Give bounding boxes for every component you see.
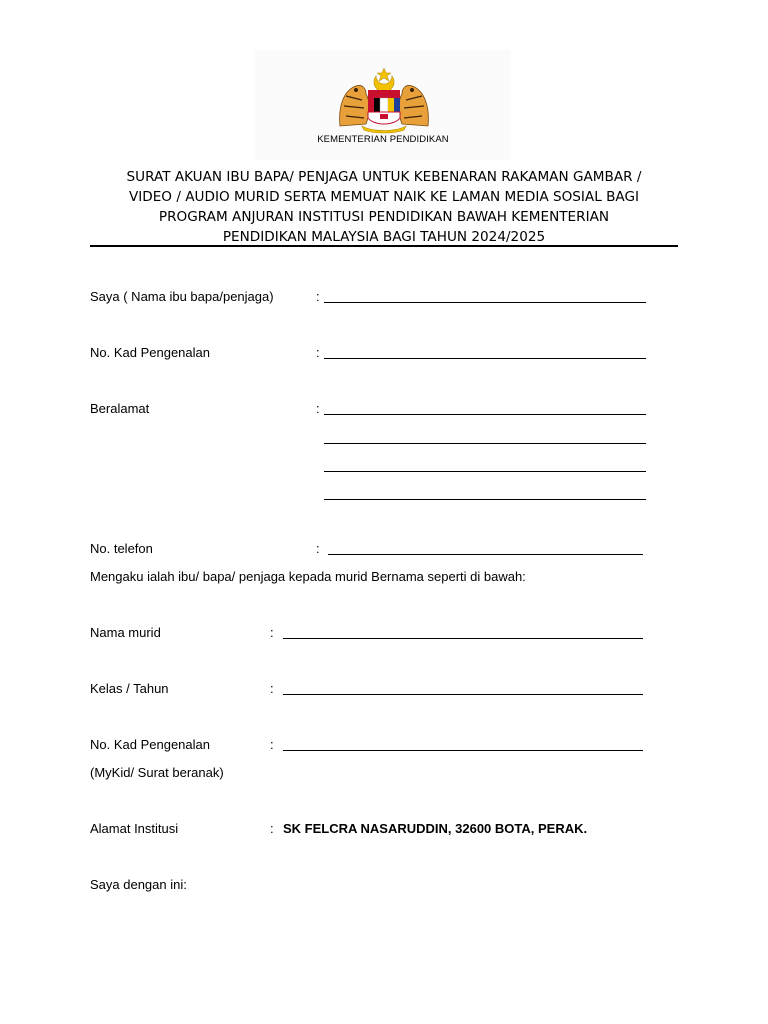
colon: : (316, 289, 320, 304)
ministry-name: KEMENTERIAN PENDIDIKAN (317, 134, 449, 145)
colon: : (270, 681, 274, 696)
phone-field[interactable] (328, 554, 643, 555)
student-ic-label: No. Kad Pengenalan (90, 737, 210, 752)
colon: : (270, 821, 274, 836)
parent-name-field[interactable] (324, 302, 646, 303)
parent-ic-field[interactable] (324, 358, 646, 359)
colon: : (270, 625, 274, 640)
title-line: VIDEO / AUDIO MURID SERTA MEMUAT NAIK KE LAMAN MEDIA SOSIAL BAGI (128, 189, 640, 205)
student-ic-sublabel: (MyKid/ Surat beranak) (90, 765, 224, 780)
document-title (88, 167, 680, 247)
phone-label: No. telefon (90, 541, 153, 556)
address-field-line-4[interactable] (324, 499, 646, 500)
student-ic-field[interactable] (283, 750, 643, 751)
address-field-line-1[interactable] (324, 414, 646, 415)
title-line: SURAT AKUAN IBU BAPA/ PENJAGA UNTUK KEBENARAN RAKAMAN GAMBAR / (126, 169, 642, 185)
student-name-field[interactable] (283, 638, 643, 639)
colon: : (316, 541, 320, 556)
institution-label: Alamat Institusi (90, 821, 179, 836)
declaration-text: Mengaku ialah ibu/ bapa/ penjaga kepada murid Bernama seperti di bawah: (90, 569, 526, 584)
coat-of-arms-logo (336, 66, 432, 134)
class-label: Kelas / Tahun (90, 681, 169, 696)
colon: : (270, 737, 274, 752)
title-line: PROGRAM ANJURAN INSTITUSI PENDIDIKAN BAWAH KEMENTERIAN (158, 209, 610, 225)
student-name-label: Nama murid (90, 625, 161, 640)
colon: : (316, 401, 320, 416)
parent-ic-label: No. Kad Pengenalan (90, 345, 210, 360)
address-field-line-3[interactable] (324, 471, 646, 472)
address-field-line-2[interactable] (324, 443, 646, 444)
colon: : (316, 345, 320, 360)
class-field[interactable] (283, 694, 643, 695)
title-underline (90, 245, 678, 247)
address-label: Beralamat (90, 401, 150, 416)
parent-name-label: Saya ( Nama ibu bapa/penjaga) (90, 289, 274, 304)
institution-value: SK FELCRA NASARUDDIN, 32600 BOTA, PERAK. (283, 821, 588, 836)
closing-text: Saya dengan ini: (90, 877, 187, 892)
title-line: PENDIDIKAN MALAYSIA BAGI TAHUN 2024/2025 (222, 229, 546, 245)
